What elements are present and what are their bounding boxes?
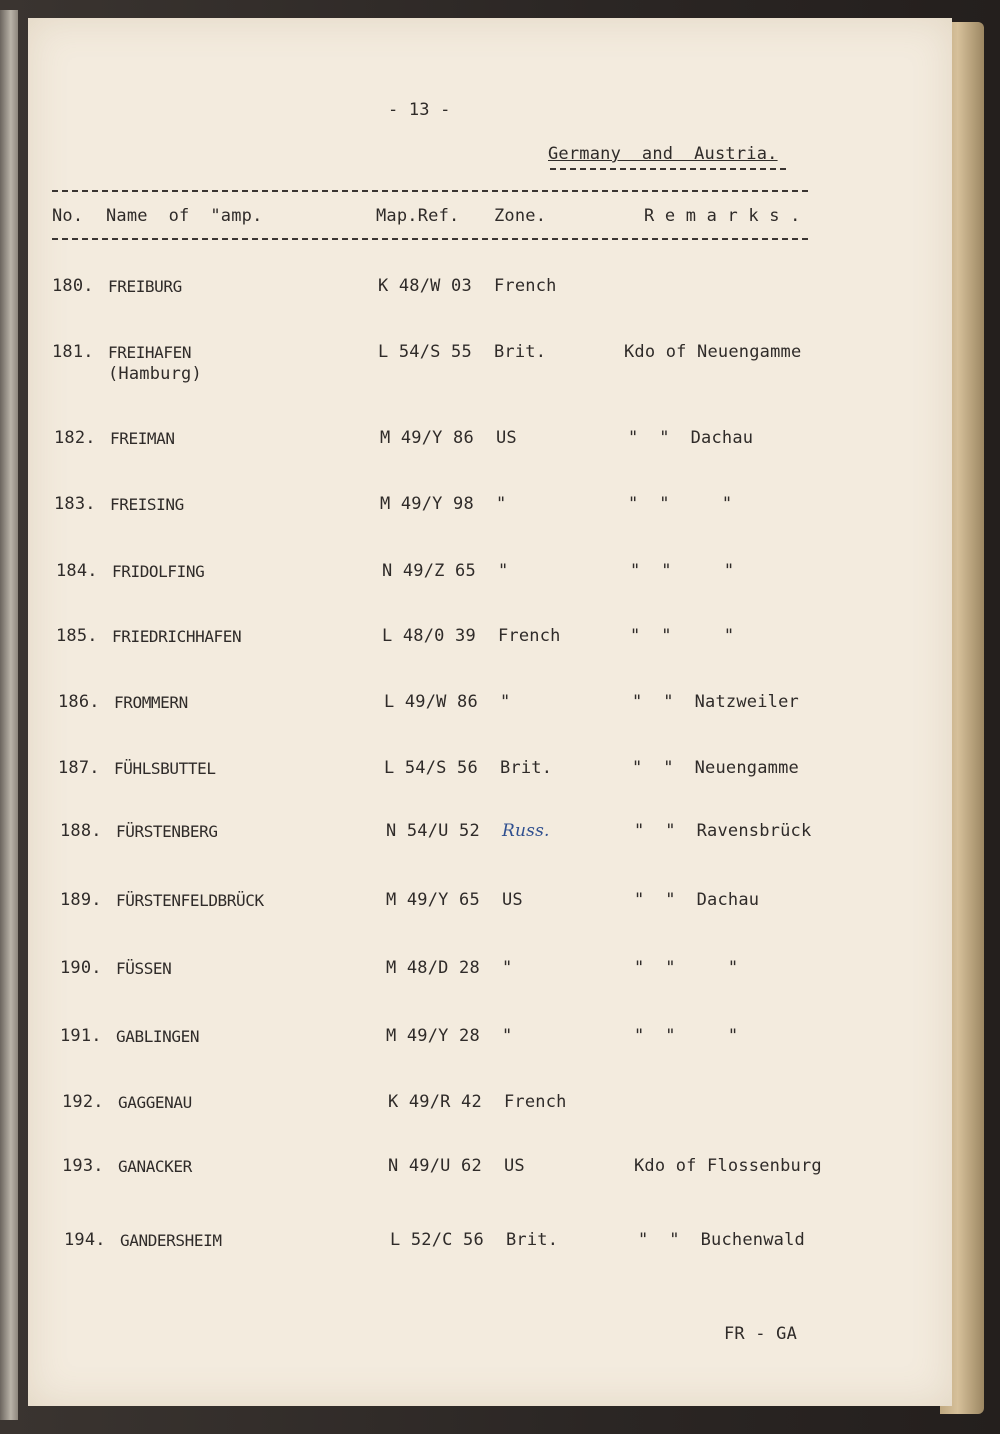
camp-name: FÜRSTENFELDBRÜCK bbox=[116, 891, 264, 910]
map-reference: L 54/S 56 bbox=[384, 758, 478, 778]
zone: " bbox=[498, 561, 509, 581]
row-number: 181. bbox=[52, 342, 94, 362]
remarks: " " Dachau bbox=[628, 428, 754, 448]
remarks: " " " bbox=[630, 561, 735, 581]
row-number: 193. bbox=[62, 1156, 104, 1176]
row-number: 187. bbox=[58, 758, 100, 778]
row-number: 189. bbox=[60, 890, 102, 910]
camp-name: FROMMERN bbox=[114, 693, 188, 712]
zone: French bbox=[498, 626, 561, 646]
row-number: 191. bbox=[60, 1026, 102, 1046]
camp-name: GABLINGEN bbox=[116, 1027, 200, 1046]
map-reference: M 49/Y 65 bbox=[386, 890, 480, 910]
zone: " bbox=[502, 1026, 513, 1046]
title-double-underline bbox=[550, 168, 786, 170]
camp-name: FRIEDRICHHAFEN bbox=[112, 627, 242, 646]
camp-name: FREIBURG bbox=[108, 277, 182, 296]
header-top-rule bbox=[52, 190, 808, 192]
remarks: " " Neuengamme bbox=[632, 758, 799, 778]
document-page bbox=[28, 18, 952, 1406]
camp-name: FREIMAN bbox=[110, 429, 175, 448]
map-reference: K 48/W 03 bbox=[378, 276, 472, 296]
camp-name: GANDERSHEIM bbox=[120, 1231, 222, 1250]
remarks: Kdo of Neuengamme bbox=[624, 342, 802, 362]
map-reference: M 49/Y 86 bbox=[380, 428, 474, 448]
header-name: Name of "amp. bbox=[106, 206, 263, 226]
map-reference: M 49/Y 98 bbox=[380, 494, 474, 514]
map-reference: N 54/U 52 bbox=[386, 821, 480, 841]
header-bottom-rule bbox=[52, 238, 808, 240]
row-number: 180. bbox=[52, 276, 94, 296]
binding-edge bbox=[0, 10, 18, 1420]
header-zone: Zone. bbox=[494, 206, 547, 226]
remarks: " " Dachau bbox=[634, 890, 760, 910]
remarks: " " Ravensbrück bbox=[634, 821, 812, 841]
camp-name: FÜHLSBUTTEL bbox=[114, 759, 216, 778]
camp-name: FREIHAFEN bbox=[108, 343, 192, 362]
camp-name: FÜRSTENBERG bbox=[116, 822, 218, 841]
zone: " bbox=[500, 692, 511, 712]
remarks: " " " bbox=[634, 958, 739, 978]
zone: French bbox=[504, 1092, 567, 1112]
camp-name: FREISING bbox=[110, 495, 184, 514]
row-number: 182. bbox=[54, 428, 96, 448]
page-number: - 13 - bbox=[388, 100, 451, 120]
map-reference: L 52/C 56 bbox=[390, 1230, 484, 1250]
header-remarks: R e m a r k s . bbox=[644, 206, 801, 226]
zone: US bbox=[504, 1156, 525, 1176]
map-reference: M 48/D 28 bbox=[386, 958, 480, 978]
region-title: Germany and Austria. bbox=[548, 144, 778, 164]
remarks: Kdo of Flossenburg bbox=[634, 1156, 822, 1176]
zone: Brit. bbox=[494, 342, 547, 362]
remarks: " " " bbox=[634, 1026, 739, 1046]
remarks: " " Natzweiler bbox=[632, 692, 799, 712]
row-number: 194. bbox=[64, 1230, 106, 1250]
map-reference: N 49/Z 65 bbox=[382, 561, 476, 581]
map-reference: L 49/W 86 bbox=[384, 692, 478, 712]
header-map-ref: Map.Ref. bbox=[376, 206, 460, 226]
camp-name: GAGGENAU bbox=[118, 1093, 192, 1112]
map-reference: K 49/R 42 bbox=[388, 1092, 482, 1112]
header-no: No. bbox=[52, 206, 84, 226]
row-number: 183. bbox=[54, 494, 96, 514]
camp-name: FRIDOLFING bbox=[112, 562, 205, 581]
zone: US bbox=[502, 890, 523, 910]
zone: " bbox=[502, 958, 513, 978]
camp-name: GANACKER bbox=[118, 1157, 192, 1176]
zone: US bbox=[496, 428, 517, 448]
row-number: 186. bbox=[58, 692, 100, 712]
zone: Russ. bbox=[502, 821, 550, 841]
row-number: 185. bbox=[56, 626, 98, 646]
remarks: " " " bbox=[628, 494, 733, 514]
map-reference: M 49/Y 28 bbox=[386, 1026, 480, 1046]
zone: Brit. bbox=[500, 758, 553, 778]
row-number: 192. bbox=[62, 1092, 104, 1112]
zone: French bbox=[494, 276, 557, 296]
zone: " bbox=[496, 494, 507, 514]
map-reference: L 54/S 55 bbox=[378, 342, 472, 362]
footer-code: FR - GA bbox=[724, 1324, 798, 1344]
camp-name-subline: (Hamburg) bbox=[108, 364, 202, 384]
map-reference: L 48/0 39 bbox=[382, 626, 476, 646]
map-reference: N 49/U 62 bbox=[388, 1156, 482, 1176]
camp-name: FÜSSEN bbox=[116, 959, 172, 978]
zone: Brit. bbox=[506, 1230, 559, 1250]
row-number: 190. bbox=[60, 958, 102, 978]
row-number: 184. bbox=[56, 561, 98, 581]
row-number: 188. bbox=[60, 821, 102, 841]
remarks: " " " bbox=[630, 626, 735, 646]
remarks: " " Buchenwald bbox=[638, 1230, 805, 1250]
